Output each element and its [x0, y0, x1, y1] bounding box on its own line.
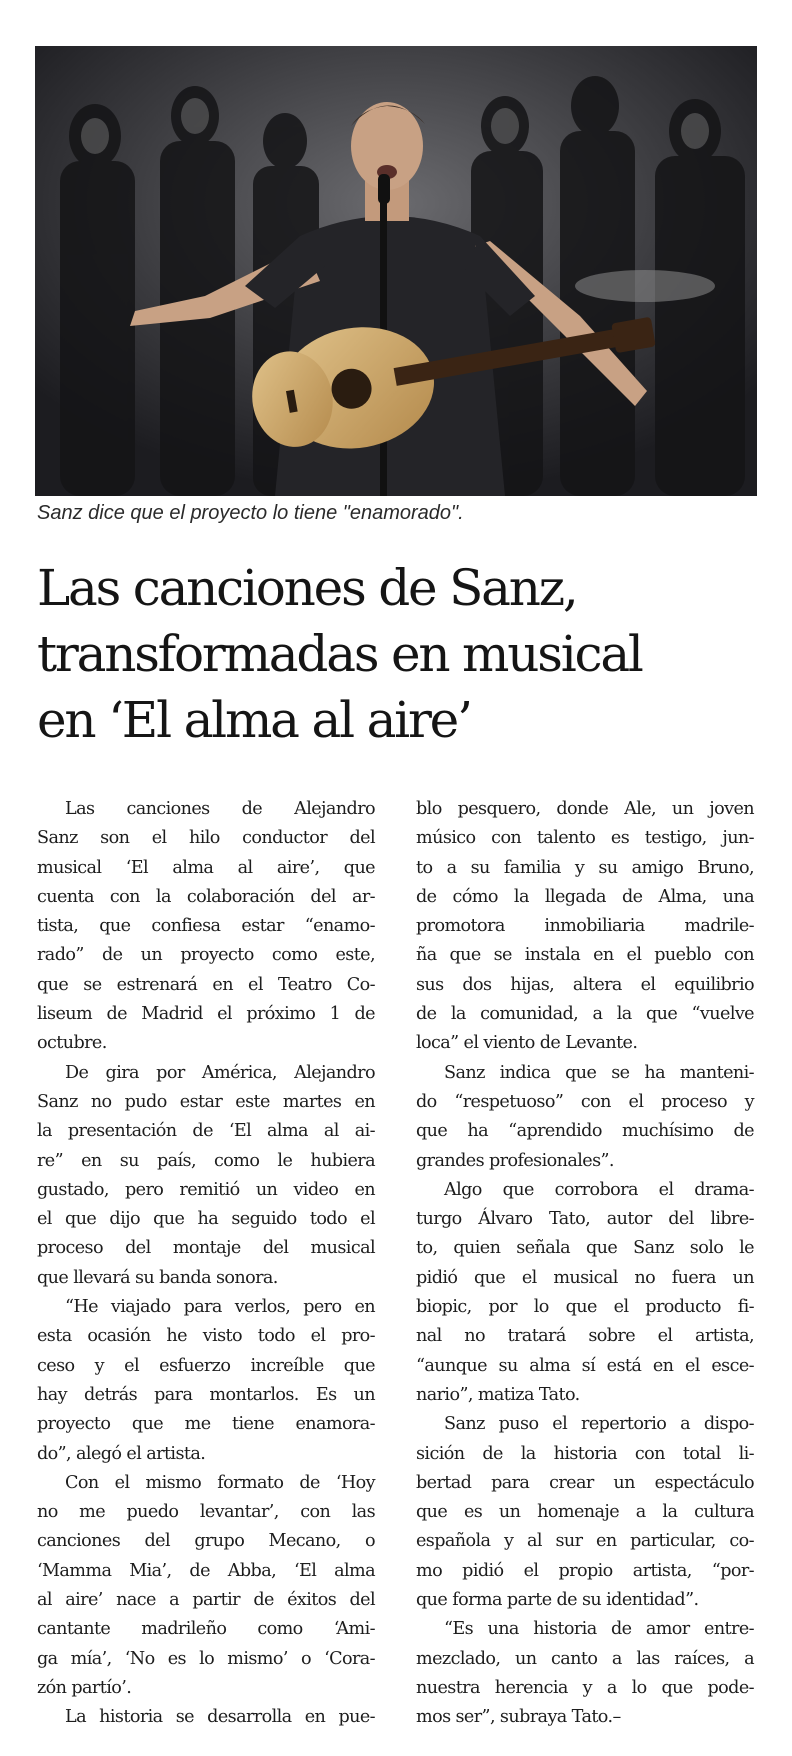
article-line: do “respetuoso” con el proceso y — [416, 1091, 754, 1112]
article-line: que llevará su banda sonora. — [37, 1267, 278, 1288]
article-line: “Es una historia de amor entre- — [444, 1619, 754, 1640]
article-line: musical ‘El alma al aire’, que — [37, 857, 375, 878]
article-line: mezclado, un canto a las raíces, a — [416, 1648, 754, 1669]
article-line: do”, alegó el artista. — [37, 1443, 206, 1464]
headline — [37, 555, 767, 753]
article-line: española y al sur en particular, co- — [416, 1531, 754, 1552]
article-line: esta ocasión he visto todo el pro- — [37, 1326, 375, 1347]
article-line: nuestra herencia y a lo que pode- — [416, 1677, 754, 1698]
article-column-right — [416, 795, 754, 1733]
article-line: ña que se instala en el pueblo con — [416, 945, 754, 966]
headline-line: Las canciones de Sanz, — [37, 559, 577, 617]
article-photo — [35, 46, 757, 496]
singer-photo-illustration — [35, 46, 757, 496]
article-line: rado” de un proyecto como este, — [37, 945, 375, 966]
article-line: Sanz puso el repertorio a dispo- — [444, 1414, 754, 1435]
article-line: loca” el viento de Levante. — [416, 1033, 638, 1054]
article-line: que es un homenaje a la cultura — [416, 1502, 754, 1523]
article-line: proyecto que me tiene enamora- — [37, 1414, 375, 1435]
article-line: “He viajado para verlos, pero en — [65, 1297, 375, 1318]
article-line: “aunque su alma sí está en el esce- — [416, 1355, 754, 1376]
article-line: promotora inmobiliaria madrile- — [416, 916, 754, 937]
headline-line: transformadas en musical — [37, 625, 642, 683]
article-line: Algo que corrobora el drama- — [444, 1179, 754, 1200]
article-line: nario”, matiza Tato. — [416, 1384, 580, 1405]
article-line: que se estrenará en el Teatro Co- — [37, 974, 375, 995]
article-line: Sanz indica que se ha manteni- — [444, 1062, 754, 1083]
article-line: sus dos hijas, altera el equilibrio — [416, 974, 754, 995]
article-line: zón partío’. — [37, 1677, 132, 1698]
article-line: de la comunidad, a la que “vuelve — [416, 1004, 754, 1025]
article-line: Las canciones de Alejandro — [65, 799, 375, 819]
article-line: to, quien señala que Sanz solo le — [416, 1238, 754, 1259]
article-line: bertad para crear un espectáculo — [416, 1472, 754, 1493]
article-line: de cómo la llegada de Alma, una — [416, 886, 754, 907]
article-line: ‘Mamma Mia’, de Abba, ‘El alma — [37, 1560, 375, 1581]
article-line: octubre. — [37, 1033, 107, 1054]
article-line: mo pidió el propio artista, “por- — [416, 1560, 754, 1581]
article-line: proceso del montaje del musical — [37, 1238, 375, 1259]
article-line: no me puedo levantar’, con las — [37, 1502, 375, 1523]
article-line: músico con talento es testigo, jun- — [416, 828, 754, 849]
article-line: que forma parte de su identidad”. — [416, 1590, 699, 1611]
article-line: hay detrás para montarlos. Es un — [37, 1384, 375, 1405]
article-line: grandes profesionales”. — [416, 1150, 614, 1171]
article-line: blo pesquero, donde Ale, un joven — [416, 799, 754, 819]
article-column-left — [37, 795, 375, 1733]
article-line: cantante madrileño como ‘Ami- — [37, 1619, 375, 1640]
article-line: al aire’ nace a partir de éxitos del — [37, 1590, 375, 1611]
article-line: Con el mismo formato de ‘Hoy — [65, 1472, 375, 1493]
article-line: Sanz no pudo estar este martes en — [37, 1091, 375, 1112]
article-line: mos ser”, subraya Tato.– — [416, 1707, 621, 1728]
article-line: La historia se desarrolla en pue- — [65, 1707, 375, 1728]
article-line: Sanz son el hilo conductor del — [37, 828, 375, 849]
article-line: el que dijo que ha seguido todo el — [37, 1209, 375, 1230]
article-line: pidió que el musical no fuera un — [416, 1267, 754, 1288]
article-line: De gira por América, Alejandro — [65, 1062, 375, 1083]
article-line: que ha “aprendido muchísimo de — [416, 1121, 754, 1142]
article-line: canciones del grupo Mecano, o — [37, 1531, 375, 1552]
headline-line: en ‘El alma al aire’ — [37, 691, 471, 749]
photo-caption: Sanz dice que el proyecto lo tiene "enamorado". — [37, 502, 464, 524]
article-line: liseum de Madrid el próximo 1 de — [37, 1004, 375, 1025]
article-line: sición de la historia con total li- — [416, 1443, 754, 1464]
article-line: biopic, por lo que el producto fi- — [416, 1297, 754, 1318]
article-line: gustado, pero remitió un video en — [37, 1179, 375, 1200]
article-line: ga mía’, ‘No es lo mismo’ o ‘Cora- — [37, 1648, 375, 1669]
article-line: cuenta con la colaboración del ar- — [37, 886, 375, 907]
article-line: tista, que confiesa estar “enamo- — [37, 916, 375, 937]
article-line: turgo Álvaro Tato, autor del libre- — [416, 1209, 754, 1230]
article-line: to a su familia y su amigo Bruno, — [416, 857, 754, 878]
article-line: ceso y el esfuerzo increíble que — [37, 1355, 375, 1376]
article-line: re” en su país, como le hubiera — [37, 1150, 375, 1171]
article-line: nal no tratará sobre el artista, — [416, 1326, 754, 1347]
article-line: la presentación de ‘El alma al ai- — [37, 1121, 375, 1142]
